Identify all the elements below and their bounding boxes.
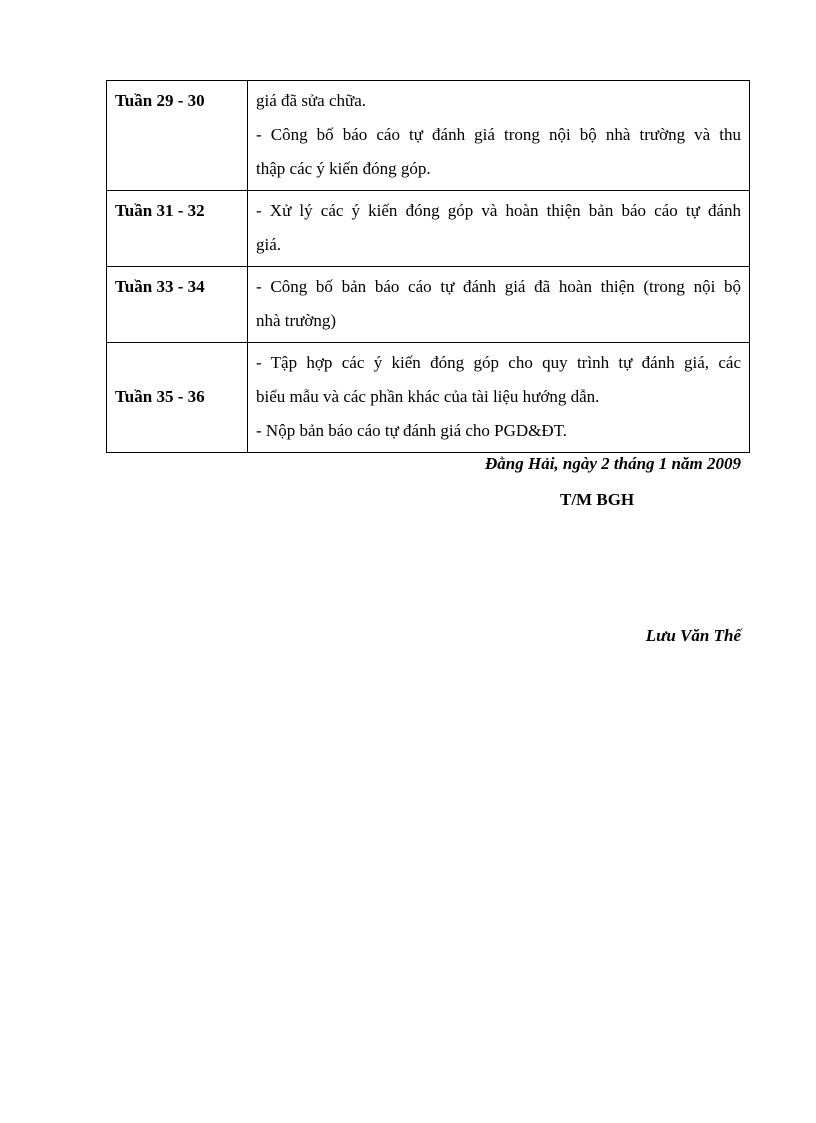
- table-row: [107, 191, 750, 267]
- signer-name: Lưu Văn Thế: [645, 626, 741, 645]
- table-row: [107, 267, 750, 343]
- task-cell: [248, 267, 750, 343]
- task-line: - Xử lý các ý kiến đóng góp và hoàn thiện bản báo cáo tự đánh: [256, 201, 741, 220]
- task-line: biểu mẫu và các phần khác của tài liệu hướng dẫn.: [256, 387, 600, 406]
- table-row: [107, 343, 750, 453]
- task-line: giá.: [256, 235, 282, 254]
- week-cell: Tuần 33 - 34: [107, 267, 248, 343]
- task-line: nhà trường): [256, 311, 337, 330]
- place-date: Đằng Hải, ngày 2 tháng 1 năm 2009: [485, 454, 741, 473]
- task-line: - Tập hợp các ý kiến đóng góp cho quy trình tự đánh giá, các: [256, 353, 741, 372]
- task-line: - Nộp bản báo cáo tự đánh giá cho PGD&ĐT.: [256, 421, 568, 440]
- week-cell: Tuần 31 - 32: [107, 191, 248, 267]
- schedule-table: [106, 80, 750, 453]
- table-row: [107, 81, 750, 191]
- task-line: thập các ý kiến đóng góp.: [256, 159, 431, 178]
- week-cell: Tuần 35 - 36: [107, 343, 248, 453]
- task-line: giá đã sửa chữa.: [256, 91, 366, 110]
- task-cell: [248, 81, 750, 191]
- task-line: - Công bố bản báo cáo tự đánh giá đã hoàn thiện (trong nội bộ: [256, 277, 741, 296]
- task-cell: [248, 343, 750, 453]
- week-cell: Tuần 29 - 30: [107, 81, 248, 191]
- task-cell: [248, 191, 750, 267]
- signer-title: T/M BGH: [560, 490, 635, 509]
- task-line: - Công bố báo cáo tự đánh giá trong nội bộ nhà trường và thu: [256, 125, 741, 144]
